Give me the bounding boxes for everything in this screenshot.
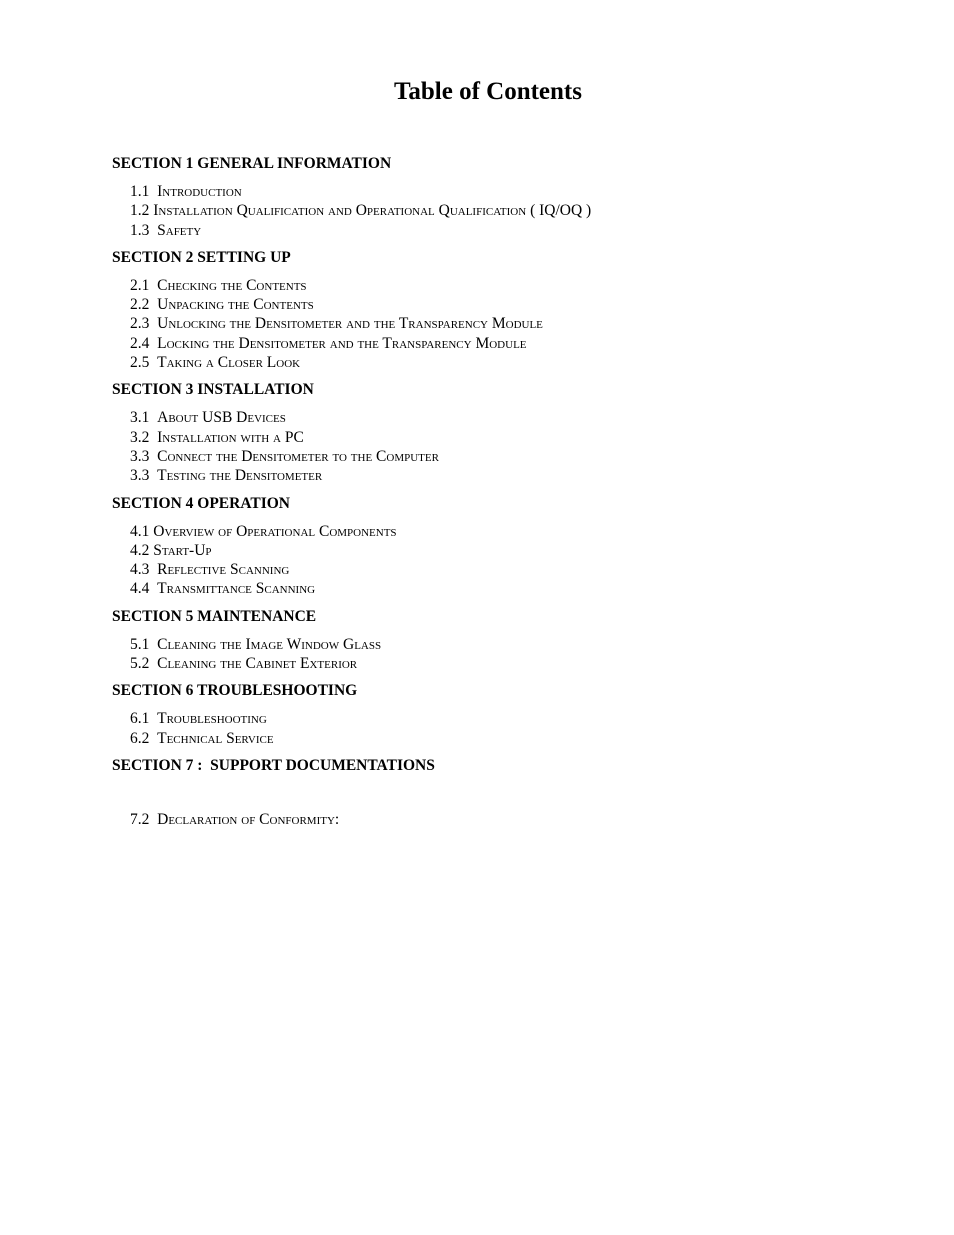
entry-number: 4.4 (130, 580, 158, 598)
entry-title: Installation with a PC (157, 428, 304, 446)
entry-number: 2.4 (130, 334, 158, 352)
section-heading[interactable]: SECTION 6 TROUBLESHOOTING (112, 682, 358, 700)
entry-title: Unlocking the Densitometer and the Transparency Module (157, 315, 543, 333)
entry-title: Reflective Scanning (157, 561, 290, 579)
entry-title: Declaration of Conformity: (157, 810, 340, 828)
toc-entry[interactable] (130, 314, 872, 333)
entry-number: 3.3 (130, 447, 158, 465)
entry-number: 5.1 (130, 635, 158, 653)
section-heading[interactable]: SECTION 5 MAINTENANCE (112, 607, 317, 625)
section-items (130, 709, 872, 748)
entry-title: Connect the Densitometer to the Computer (157, 447, 439, 465)
entry-title: About USB Devices (157, 409, 286, 427)
entry-title: Unpacking the Contents (157, 296, 314, 314)
entry-number: 2.5 (130, 354, 158, 372)
section-items (130, 408, 872, 485)
toc-section-5 (112, 607, 872, 674)
section-items (130, 276, 872, 372)
toc-entry[interactable] (130, 579, 872, 598)
entry-number: 5.2 (130, 655, 158, 673)
toc-entry[interactable] (130, 295, 872, 314)
entry-number: 1.2 (130, 202, 154, 220)
section-heading[interactable]: SECTION 4 OPERATION (112, 494, 290, 512)
toc-section-3 (112, 380, 872, 485)
entry-title: Installation Qualification and Operational Qualification ( IQ/OQ ) (153, 202, 592, 220)
toc-entry[interactable] (130, 635, 872, 654)
entry-title: Cleaning the Cabinet Exterior (157, 655, 358, 673)
entry-number: 4.1 (130, 522, 154, 540)
page-title: Table of Contents (394, 78, 582, 105)
entry-title: Overview of Operational Components (153, 522, 397, 540)
toc-section-7 (112, 756, 872, 829)
entry-number: 1.3 (130, 221, 158, 239)
section-items (130, 810, 872, 829)
toc-entry[interactable] (130, 654, 872, 673)
section-heading[interactable]: SECTION 7 : SUPPORT DOCUMENTATIONS (112, 756, 435, 774)
toc-entry[interactable] (130, 810, 872, 829)
section-items (130, 182, 872, 240)
toc-entry[interactable] (130, 709, 872, 728)
entry-title: Safety (157, 221, 202, 239)
entry-title: Troubleshooting (157, 710, 267, 728)
toc-entry[interactable] (130, 447, 872, 466)
toc-entry[interactable] (130, 353, 872, 372)
entry-title: Cleaning the Image Window Glass (157, 635, 382, 653)
entry-number: 2.3 (130, 315, 158, 333)
section-heading[interactable]: SECTION 3 INSTALLATION (112, 381, 314, 399)
entry-title: Testing the Densitometer (157, 467, 323, 485)
entry-title: Start-Up (153, 541, 212, 559)
section-heading[interactable]: SECTION 2 SETTING UP (112, 248, 291, 266)
toc-entry[interactable] (130, 560, 872, 579)
toc-entry[interactable] (130, 276, 872, 295)
entry-number: 3.1 (130, 409, 158, 427)
entry-title: Locking the Densitometer and the Transparency Module (157, 334, 527, 352)
entry-number: 4.2 (130, 541, 154, 559)
entry-number: 2.1 (130, 276, 158, 294)
spacer (112, 784, 872, 810)
entry-number: 7.2 (130, 810, 158, 828)
toc-entry[interactable] (130, 182, 872, 201)
toc-entry[interactable] (130, 466, 872, 485)
entry-title: Introduction (157, 183, 242, 200)
entry-number: 3.3 (130, 467, 158, 485)
toc-entry[interactable] (130, 729, 872, 748)
entry-title: Checking the Contents (157, 276, 307, 294)
toc-section-1 (112, 154, 872, 240)
toc-entry[interactable] (130, 541, 872, 560)
toc-entry[interactable] (130, 408, 872, 427)
entry-number: 3.2 (130, 428, 158, 446)
section-heading[interactable]: SECTION 1 GENERAL INFORMATION (112, 155, 392, 172)
entry-title: Transmittance Scanning (157, 580, 316, 598)
entry-number: 1.1 (130, 183, 158, 200)
entry-number: 6.2 (130, 729, 158, 747)
toc-entry[interactable] (130, 334, 872, 353)
entry-title: Taking a Closer Look (157, 354, 301, 372)
toc-entry[interactable] (130, 201, 872, 220)
entry-number: 6.1 (130, 710, 158, 728)
toc-section-2 (112, 248, 872, 372)
toc-entry[interactable] (130, 522, 872, 541)
entry-number: 2.2 (130, 296, 158, 314)
entry-number: 4.3 (130, 561, 158, 579)
toc-entry[interactable] (130, 221, 872, 240)
toc-section-6 (112, 681, 872, 748)
table-of-contents (112, 154, 872, 837)
entry-title: Technical Service (157, 729, 274, 747)
toc-entry[interactable] (130, 428, 872, 447)
section-items (130, 635, 872, 674)
section-items (130, 522, 872, 599)
toc-section-4 (112, 494, 872, 599)
